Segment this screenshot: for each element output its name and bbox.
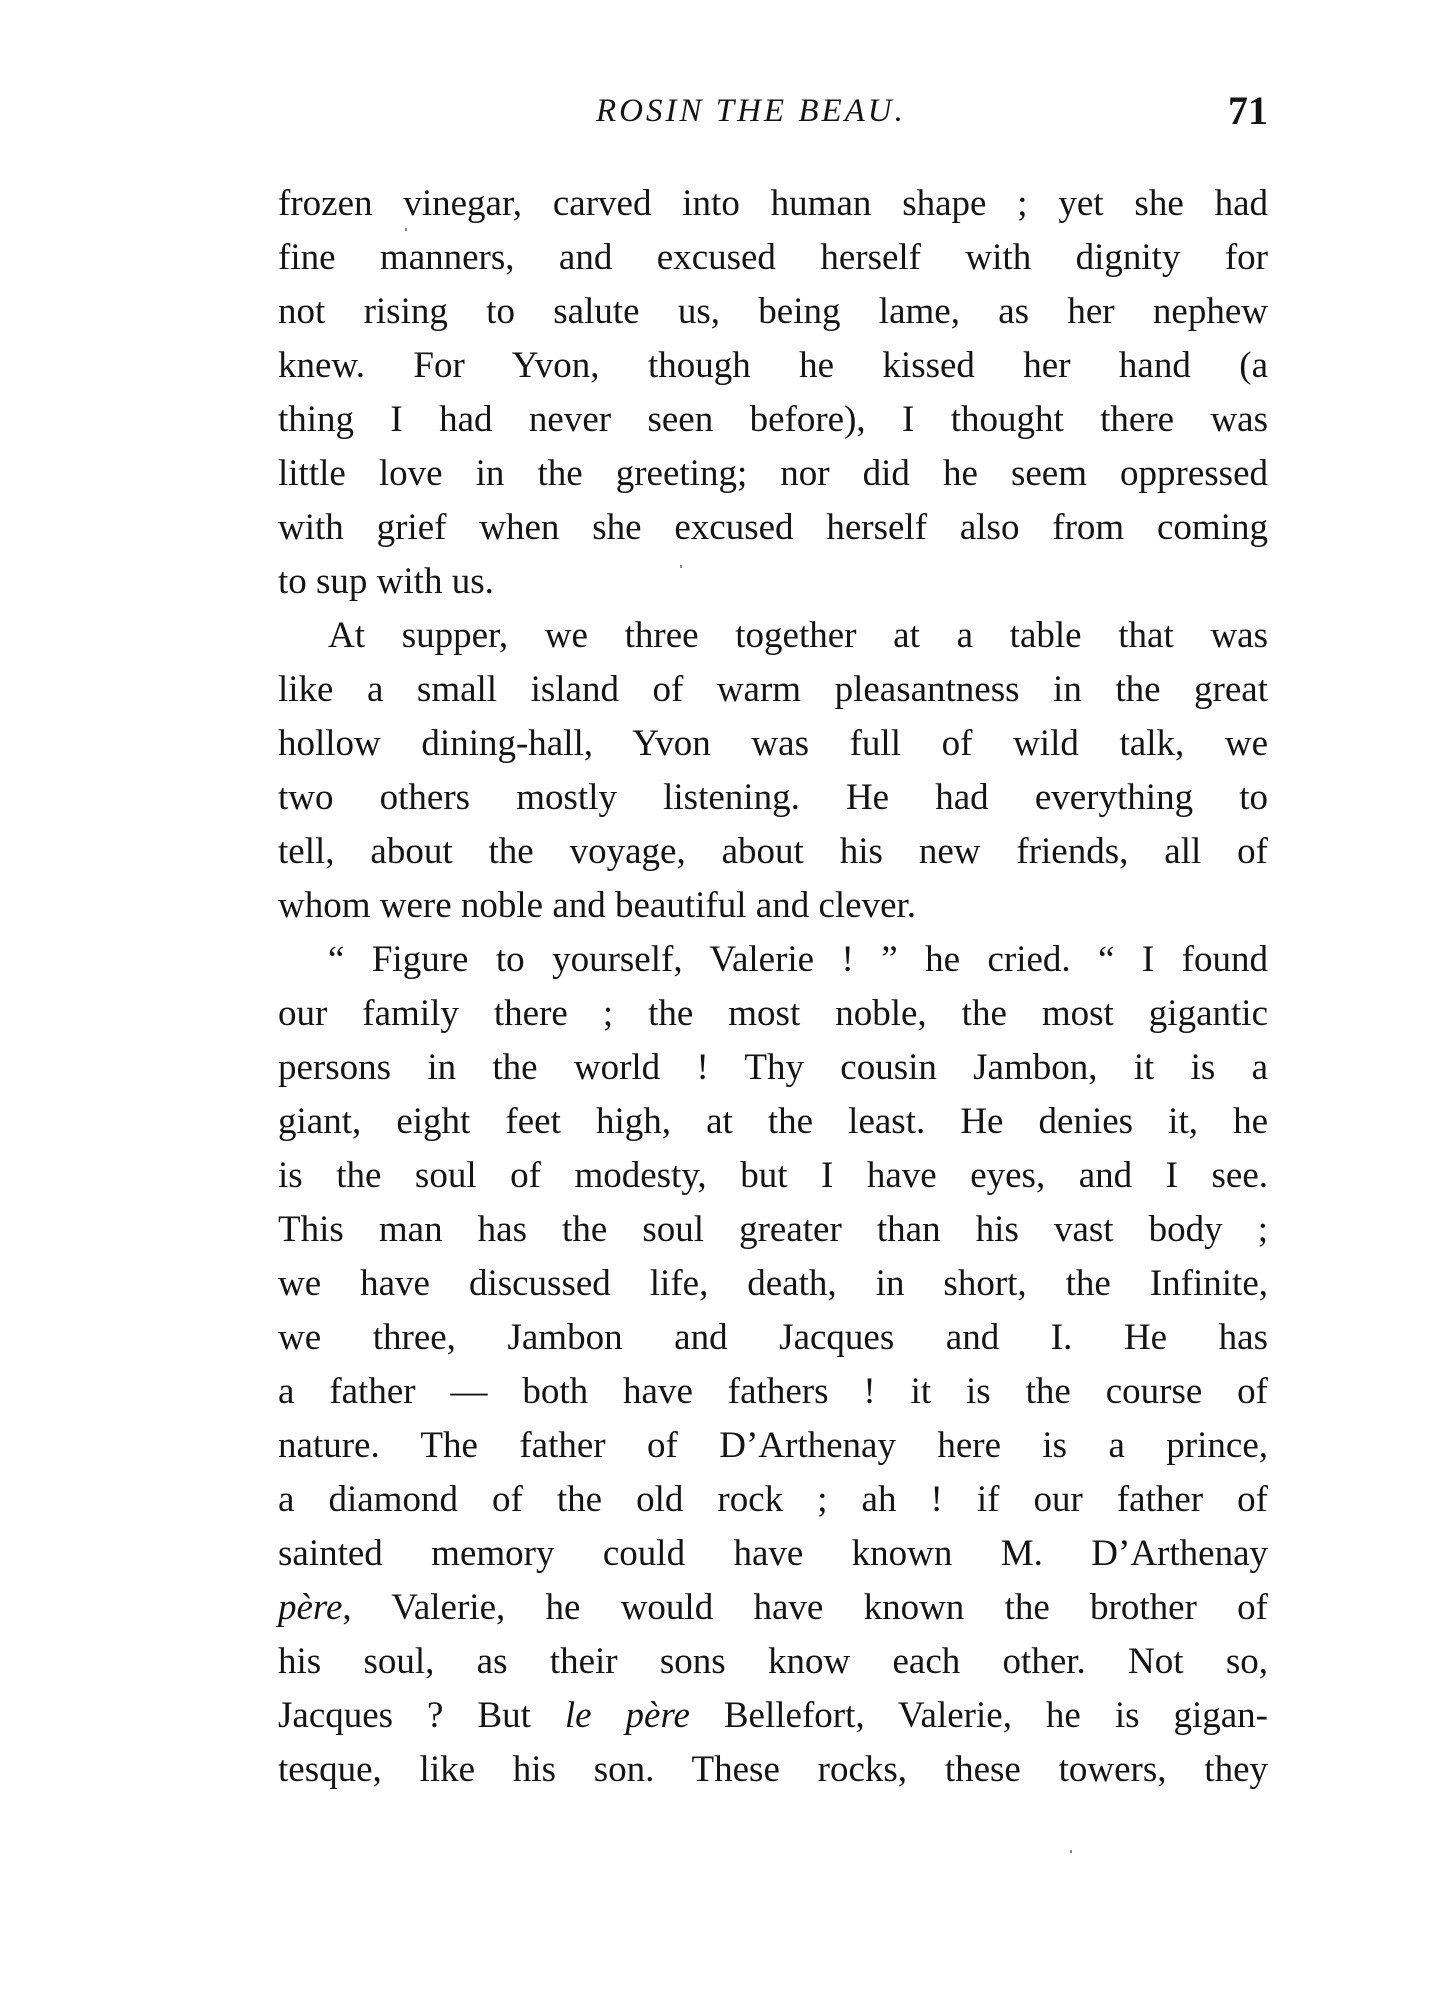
text-line: fine manners, and excused herself with dignity for xyxy=(278,237,1268,278)
text-line: knew. For Yvon, though he kissed her hand (a xyxy=(278,345,1268,386)
text-line: persons in the world ! Thy cousin Jambon, it is a xyxy=(278,1047,1268,1088)
text-line: This man has the soul greater than his vast body ; xyxy=(278,1209,1268,1250)
running-header xyxy=(278,84,1268,138)
page-number: 71 xyxy=(1228,88,1268,133)
text-line: our family there ; the most noble, the most gigantic xyxy=(278,993,1268,1034)
text-line: a father — both have fathers ! it is the course of xyxy=(278,1371,1268,1412)
text-line xyxy=(278,1581,1268,1635)
text-line: frozen vinegar, carved into human shape ; yet she had xyxy=(278,183,1268,224)
text-line: “ Figure to yourself, Valerie ! ” he cried. “ I found xyxy=(328,939,1268,980)
text-line: tesque, like his son. These rocks, these towers, they xyxy=(278,1749,1268,1790)
text-line: with grief when she excused herself also from coming xyxy=(278,507,1268,548)
text-line: is the soul of modesty, but I have eyes, and I see. xyxy=(278,1155,1268,1196)
italic-text: le père xyxy=(564,1695,690,1736)
scan-speck xyxy=(1070,1850,1072,1853)
text-line: like a small island of warm pleasantness in the great xyxy=(278,669,1268,710)
text-line xyxy=(278,1689,1268,1743)
text-line: thing I had never seen before), I thought there was xyxy=(278,399,1268,440)
text-line: to sup with us. xyxy=(278,561,494,602)
text-line: we three, Jambon and Jacques and I. He has xyxy=(278,1317,1268,1358)
text-line: tell, about the voyage, about his new friends, all of xyxy=(278,831,1268,872)
text-line: not rising to salute us, being lame, as her nephew xyxy=(278,291,1268,332)
text-line: nature. The father of D’Arthenay here is a prince, xyxy=(278,1425,1268,1466)
text-segment: Jacques ? But xyxy=(278,1695,565,1736)
text-line: hollow dining-hall, Yvon was full of wild talk, we xyxy=(278,723,1268,764)
running-title: ROSIN THE BEAU. xyxy=(596,93,906,129)
scan-speck xyxy=(680,565,682,568)
text-line: giant, eight feet high, at the least. He denies it, he xyxy=(278,1101,1268,1142)
text-line: whom were noble and beautiful and clever. xyxy=(278,885,917,926)
italic-text: père xyxy=(278,1587,343,1628)
text-line: we have discussed life, death, in short, the Infinite, xyxy=(278,1263,1268,1304)
text-segment: Bellefort, Valerie, he is gigan- xyxy=(689,1695,1268,1736)
text-line: At supper, we three together at a table that was xyxy=(328,615,1268,656)
body-text xyxy=(278,177,1268,1797)
text-segment: , Valerie, he would have known the brother of xyxy=(342,1587,1268,1628)
text-line: little love in the greeting; nor did he seem oppressed xyxy=(278,453,1268,494)
scan-speck xyxy=(405,228,407,231)
text-line: his soul, as their sons know each other. Not so, xyxy=(278,1641,1268,1682)
text-line: a diamond of the old rock ; ah ! if our father of xyxy=(278,1479,1268,1520)
text-line: sainted memory could have known M. D’Arthenay xyxy=(278,1533,1268,1574)
text-line: two others mostly listening. He had everything to xyxy=(278,777,1268,818)
